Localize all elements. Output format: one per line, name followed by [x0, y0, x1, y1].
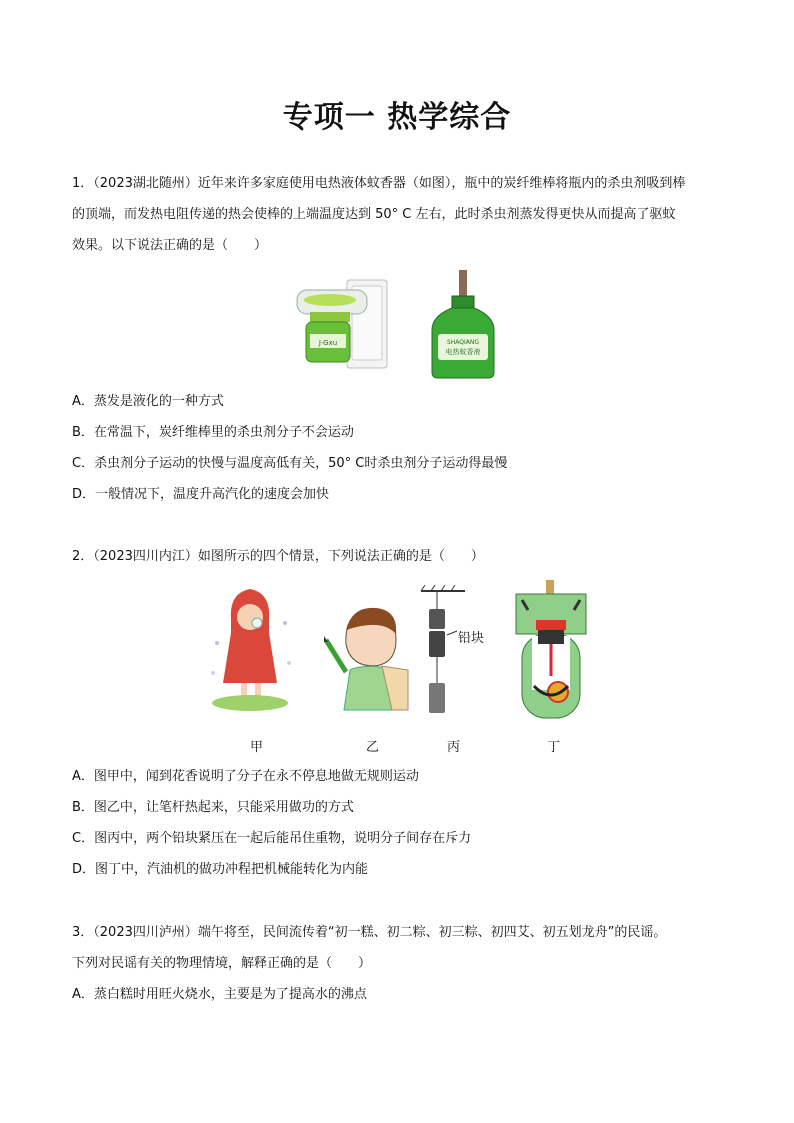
mosquito-heater-figure: [292, 268, 512, 383]
caption-jia: 甲: [250, 740, 264, 755]
lead-block-label: 铅块: [458, 631, 485, 646]
q1-stem-line-2: 的顶端，而发热电阻传递的热会使棒的上端温度达到 50° C 左右，此时杀虫剂蒸发得更快从而提高了驱蚊: [72, 207, 676, 222]
q2-option-c: C．图丙中，两个铅块紧压在一起后能吊住重物，说明分子间存在斥力: [72, 831, 472, 846]
caption-bing: 丙: [447, 740, 461, 755]
bottle-sub-label: 电热蚊香液: [445, 348, 481, 356]
svg-text:J·Gxu: J·Gxu: [318, 339, 338, 347]
page-title: 专项一 热学综合: [282, 100, 512, 135]
caption-ding: 丁: [547, 740, 561, 755]
q3-stem-line-1: 3．（2023四川泸州）端午将至，民间流传着“初一糕、初二粽、初三粽、初四艾、初五划龙舟”的民谣。: [72, 925, 667, 940]
q2-option-b: B．图乙中，让笔杆热起来，只能采用做功的方式: [72, 800, 354, 815]
caption-yi: 乙: [366, 740, 380, 755]
q3-option-a: A．蒸白糕时用旺火烧水，主要是为了提高水的沸点: [72, 987, 367, 1002]
q3-stem-line-2: 下列对民谣有关的物理情境，解释正确的是（ ）: [72, 956, 372, 971]
q1-stem-line-1: 1．（2023湖北随州）近年来许多家庭使用电热液体蚊香器（如图），瓶中的炭纤维棒将瓶内的杀虫剂吸到棒: [72, 176, 686, 191]
engine-figure: [508, 580, 594, 720]
q1-option-b: B．在常温下，炭纤维棒里的杀虫剂分子不会运动: [72, 425, 354, 440]
boy-with-pencil-figure: [322, 600, 412, 715]
q1-option-d: D．一般情况下，温度升高汽化的速度会加快: [72, 487, 330, 502]
q2-stem: 2．（2023四川内江）如图所示的四个情景，下列说法正确的是（ ）: [72, 549, 484, 564]
girl-smelling-flower-figure: [205, 583, 295, 715]
q1-stem-line-3: 效果。以下说法正确的是（ ）: [72, 238, 268, 253]
q1-option-a: A．蒸发是液化的一种方式: [72, 394, 224, 409]
q2-option-d: D．图丁中，汽油机的做功冲程把机械能转化为内能: [72, 862, 369, 877]
q1-option-c: C．杀虫剂分子运动的快慢与温度高低有关，50° C时杀虫剂分子运动得最慢: [72, 456, 508, 471]
bottle-label: SHAQIANG: [446, 339, 480, 346]
q2-option-a: A．图甲中，闻到花香说明了分子在永不停息地做无规则运动: [72, 769, 419, 784]
lead-blocks-figure: [415, 585, 505, 720]
